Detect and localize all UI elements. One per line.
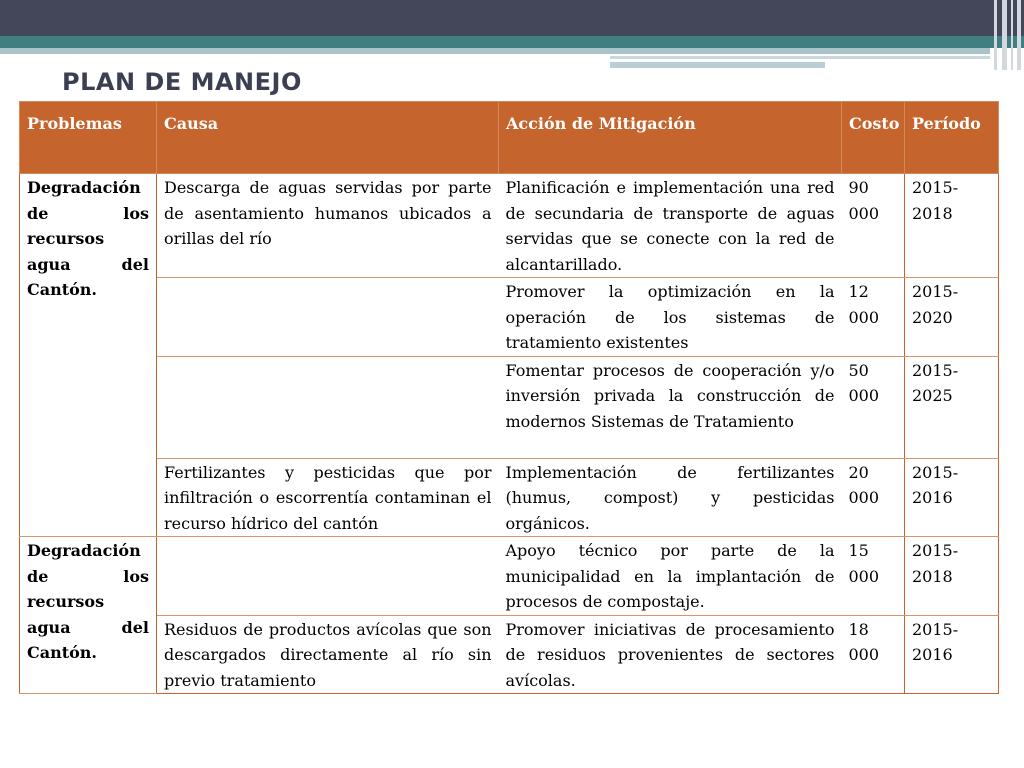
table-row [20,356,999,458]
header-accion: Acción de Mitigación [499,102,842,174]
decor-stripe [610,56,990,59]
costo-cell: 50 000 [842,356,905,458]
table-header-row [20,102,999,174]
costo-cell: 20 000 [842,458,905,537]
costo-cell: 18 000 [842,615,905,694]
table-row [20,458,999,537]
decor-stripe [0,48,990,54]
teal-band [0,36,1024,48]
accion-cell: Planificación e implementación una red de secundaria de transporte de aguas servidas que se conecte con la red de alcantarillado. [499,174,842,278]
table-row [20,537,999,616]
accion-cell: Promover iniciativas de procesamiento de residuos provenientes de sectores avícolas. [499,615,842,694]
periodo-cell: 2015-2020 [905,278,999,357]
page-title: PLAN DE MANEJO [62,68,302,96]
accion-cell: Fomentar procesos de cooperación y/o inversión privada la construcción de modernos Sistemas de Tratamiento [499,356,842,458]
causa-cell: Fertilizantes y pesticidas que por infiltración o escorrentía contaminan el recurso hídrico del cantón [157,458,499,537]
table-row [20,615,999,694]
periodo-cell: 2015-2018 [905,174,999,278]
costo-cell: 90 000 [842,174,905,278]
causa-cell [157,278,499,357]
accion-cell: Apoyo técnico por parte de la municipalidad en la implantación de procesos de compostaje. [499,537,842,616]
table-row [20,278,999,357]
costo-cell: 12 000 [842,278,905,357]
header-problemas: Problemas [20,102,157,174]
table-row [20,174,999,278]
causa-cell [157,356,499,458]
decor-vertical-bar [1011,0,1013,70]
header-costo: Costo [842,102,905,174]
problem-cell: Degradación de los recursos agua del Cantón. [20,174,157,537]
header-periodo: Período [905,102,999,174]
causa-cell: Descarga de aguas servidas por parte de asentamiento humanos ubicados a orillas del río [157,174,499,278]
accion-cell: Promover la optimización en la operación de los sistemas de tratamiento existentes [499,278,842,357]
periodo-cell: 2015-2025 [905,356,999,458]
periodo-cell: 2015-2016 [905,458,999,537]
costo-cell: 15 000 [842,537,905,616]
decor-vertical-bar [994,0,997,70]
management-plan-table [19,101,999,694]
decor-stripe [610,62,825,68]
accion-cell: Implementación de fertilizantes (humus, compost) y pesticidas orgánicos. [499,458,842,537]
periodo-cell: 2015-2018 [905,537,999,616]
causa-cell: Residuos de productos avícolas que son descargados directamente al río sin previo tratamiento [157,615,499,694]
periodo-cell: 2015-2016 [905,615,999,694]
top-bar [0,0,1024,36]
decor-vertical-bar [1017,0,1021,70]
header-causa: Causa [157,102,499,174]
causa-cell [157,537,499,616]
problem-cell: Degradación de los recursos agua del Cantón. [20,537,157,694]
decor-vertical-bar [1002,0,1007,70]
